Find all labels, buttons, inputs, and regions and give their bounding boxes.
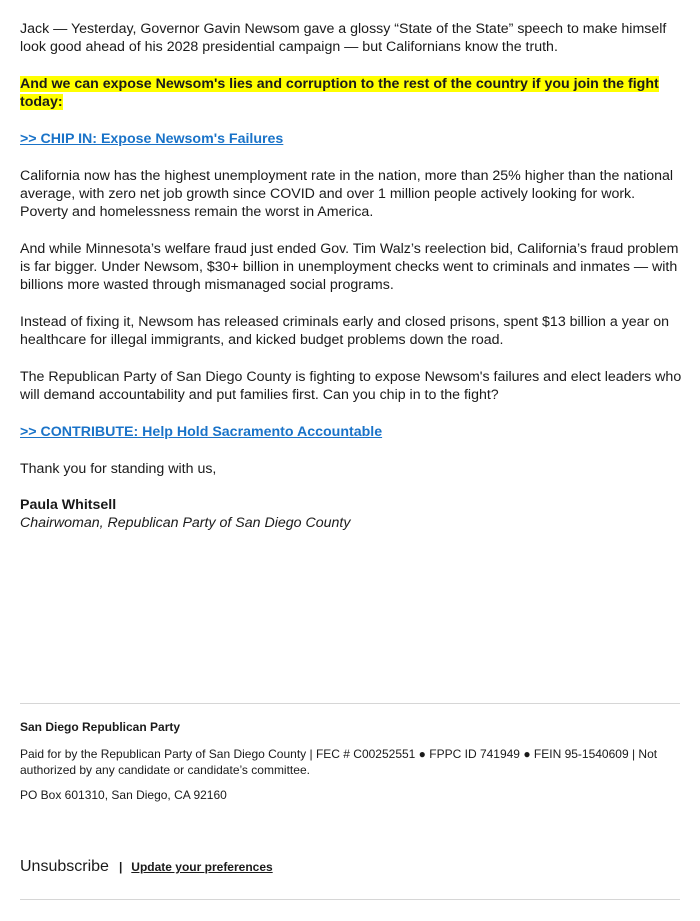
prisons-paragraph: Instead of fixing it, Newsom has released criminals early and closed prisons, spent $13 billion a year on healthcare for illegal immigrants, and kicked budget problems down the road.: [20, 314, 670, 348]
subscription-links: [20, 858, 680, 876]
chip-in-link[interactable]: >> CHIP IN: Expose Newsom's Failures: [20, 131, 284, 147]
fraud-paragraph: And while Minnesota’s welfare fraud just ended Gov. Tim Walz’s reelection bid, California’s fraud problem is far bigger. Under Newsom, $30+ billion in unemployment checks went to criminals and inmates — with billions more wasted through mismanaged social programs.: [20, 241, 679, 293]
highlight-text: And we can expose Newsom's lies and corruption to the rest of the country if you join the fight today:: [20, 76, 659, 110]
signature-name: Paula Whitsell: [20, 497, 117, 513]
signature-title: Chairwoman, Republican Party of San Diego County: [20, 515, 351, 531]
contribute-link[interactable]: >> CONTRIBUTE: Help Hold Sacramento Accountable: [20, 424, 383, 440]
closing-line: Thank you for standing with us,: [20, 461, 217, 477]
unemployment-paragraph: California now has the highest unemployment rate in the nation, more than 25% higher than the national average, with zero net job growth since COVID and over 1 million people actively looking for work. Poverty and homelessness remain the worst in America.: [20, 168, 674, 220]
footer-disclaimer: Paid for by the Republican Party of San Diego County | FEC # C00252551 ● FPPC ID 741949 ● FEIN 95-1540609 | Not authorized by any candidate or candidate’s committee.: [20, 747, 658, 777]
party-paragraph: The Republican Party of San Diego County is fighting to expose Newsom's failures and elect leaders who will demand accountability and put families first. Can you chip in to the fight?: [20, 369, 682, 403]
email-body: [20, 0, 682, 532]
unsubscribe-link[interactable]: Unsubscribe: [20, 858, 109, 875]
highlighted-call-to-action: [20, 75, 682, 111]
update-preferences-link[interactable]: Update your preferences: [131, 860, 273, 874]
link-separator: |: [118, 860, 123, 874]
footer-address: PO Box 601310, San Diego, CA 92160: [20, 788, 227, 802]
footer-org-name: San Diego Republican Party: [20, 720, 181, 734]
intro-paragraph: Jack — Yesterday, Governor Gavin Newsom gave a glossy “State of the State” speech to make himself look good ahead of his 2028 presidential campaign — but Californians know the truth.: [20, 21, 667, 55]
bottom-divider: [20, 899, 680, 900]
email-footer: [20, 703, 680, 803]
